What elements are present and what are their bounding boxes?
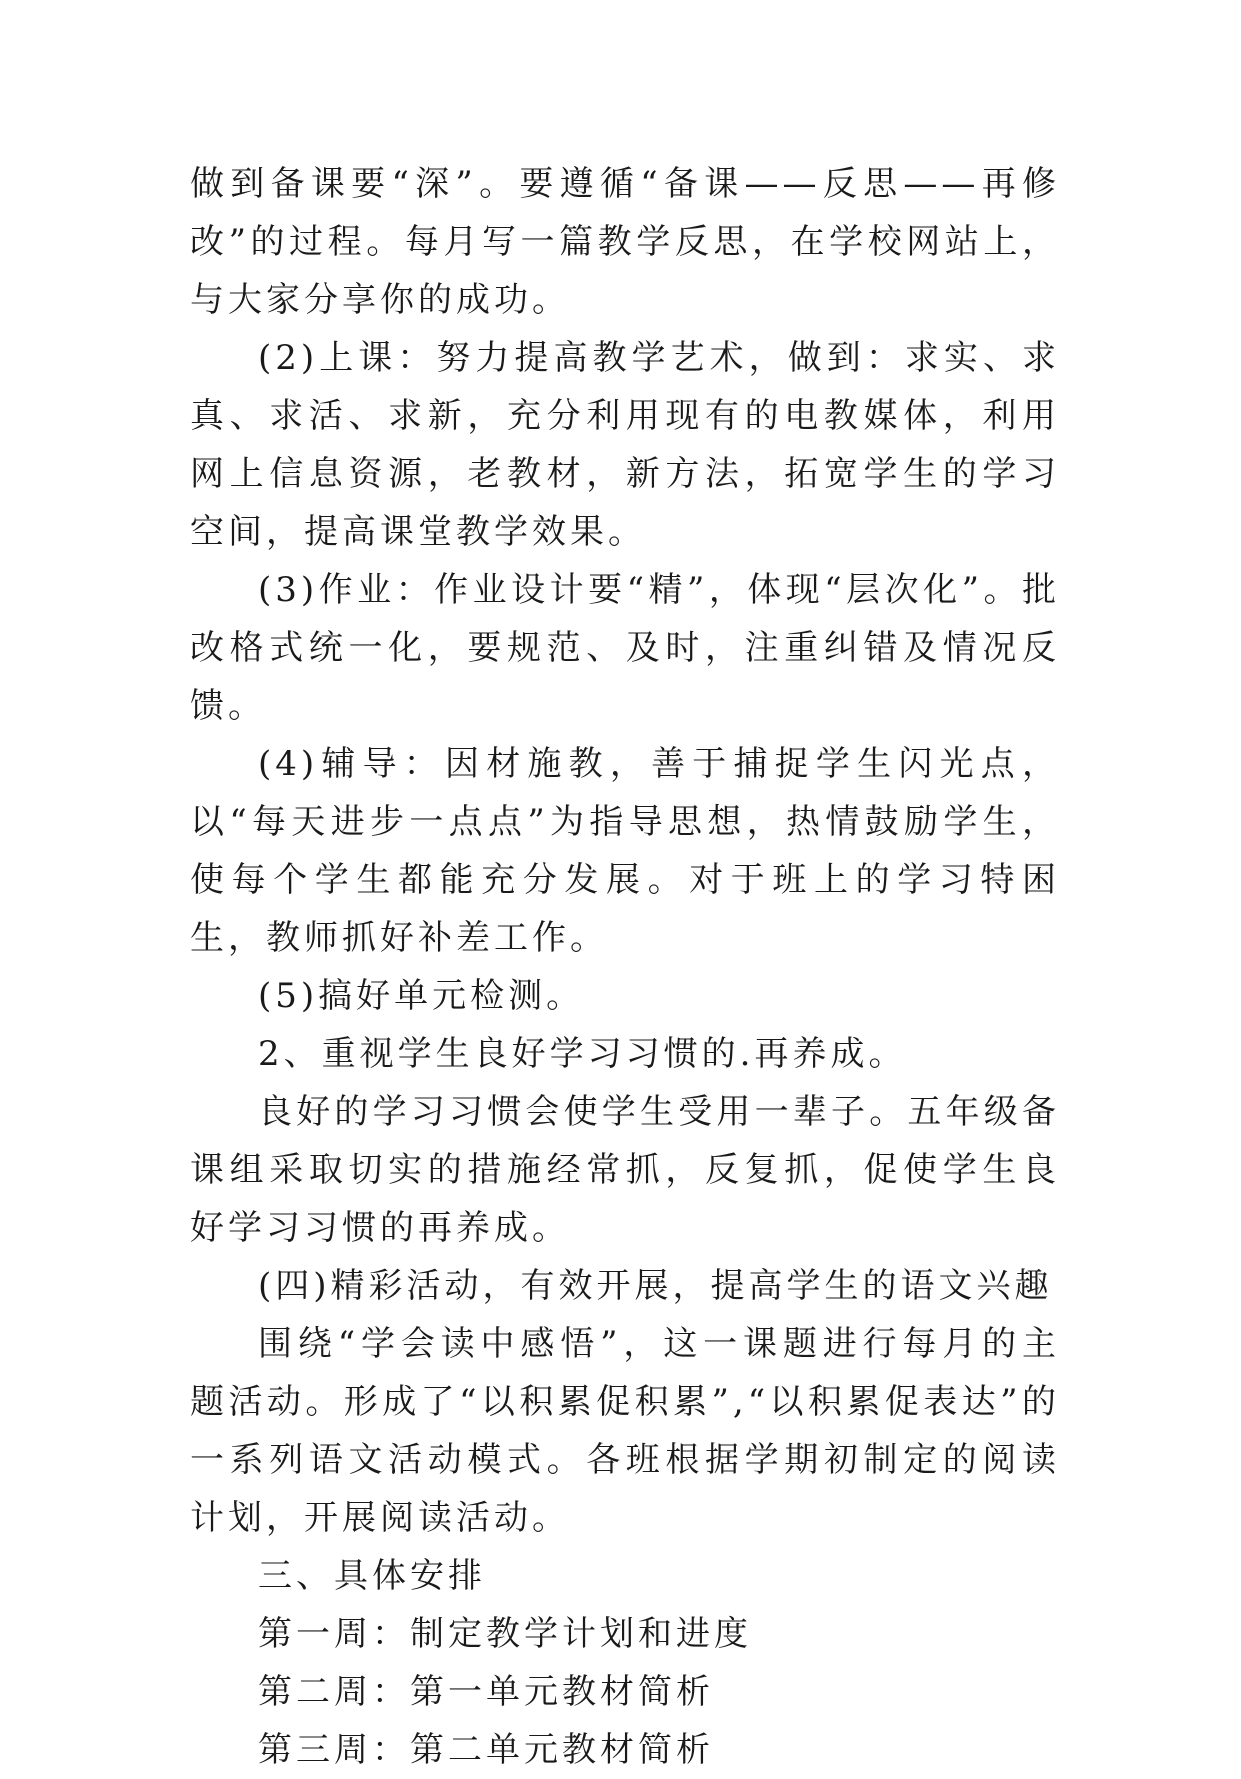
document-body bbox=[190, 155, 1060, 1779]
section-heading-schedule: 三、具体安排 bbox=[258, 1556, 486, 1596]
paragraph-8: (四)精彩活动，有效开展，提高学生的语文兴趣 bbox=[258, 1266, 1053, 1306]
paragraph-5: (5)搞好单元检测。 bbox=[258, 976, 585, 1016]
paragraph-7: 良好的学习习惯会使学生受用一辈子。五年级备课组采取切实的措施经常抓，反复抓，促使学生良好学习习惯的再养成。 bbox=[190, 1092, 1060, 1248]
schedule-week-3: 第三周：第二单元教材简析 bbox=[258, 1730, 714, 1770]
paragraph-2: (2)上课：努力提高教学艺术，做到：求实、求真、求活、求新，充分利用现有的电教媒体，利用网上信息资源，老教材，新方法，拓宽学生的学习空间，提高课堂教学效果。 bbox=[190, 338, 1060, 552]
paragraph-9: 围绕“学会读中感悟”，这一课题进行每月的主题活动。形成了“以积累促积累”,“以积累促表达”的一系列语文活动模式。各班根据学期初制定的阅读计划，开展阅读活动。 bbox=[190, 1324, 1060, 1538]
paragraph-6: 2、重视学生良好学习习惯的.再养成。 bbox=[258, 1034, 907, 1074]
paragraph-3: (3)作业：作业设计要“精”，体现“层次化”。批改格式统一化，要规范、及时，注重纠错及情况反馈。 bbox=[190, 570, 1060, 726]
schedule-week-2: 第二周：第一单元教材简析 bbox=[258, 1672, 714, 1712]
schedule-week-1: 第一周：制定教学计划和进度 bbox=[258, 1614, 752, 1654]
paragraph-4: (4)辅导：因材施教，善于捕捉学生闪光点，以“每天进步一点点”为指导思想，热情鼓励学生，使每个学生都能充分发展。对于班上的学习特困生，教师抓好补差工作。 bbox=[190, 744, 1060, 958]
paragraph-1: 做到备课要“深”。要遵循“备课——反思——再修改”的过程。每月写一篇教学反思，在学校网站上，与大家分享你的成功。 bbox=[190, 164, 1060, 320]
